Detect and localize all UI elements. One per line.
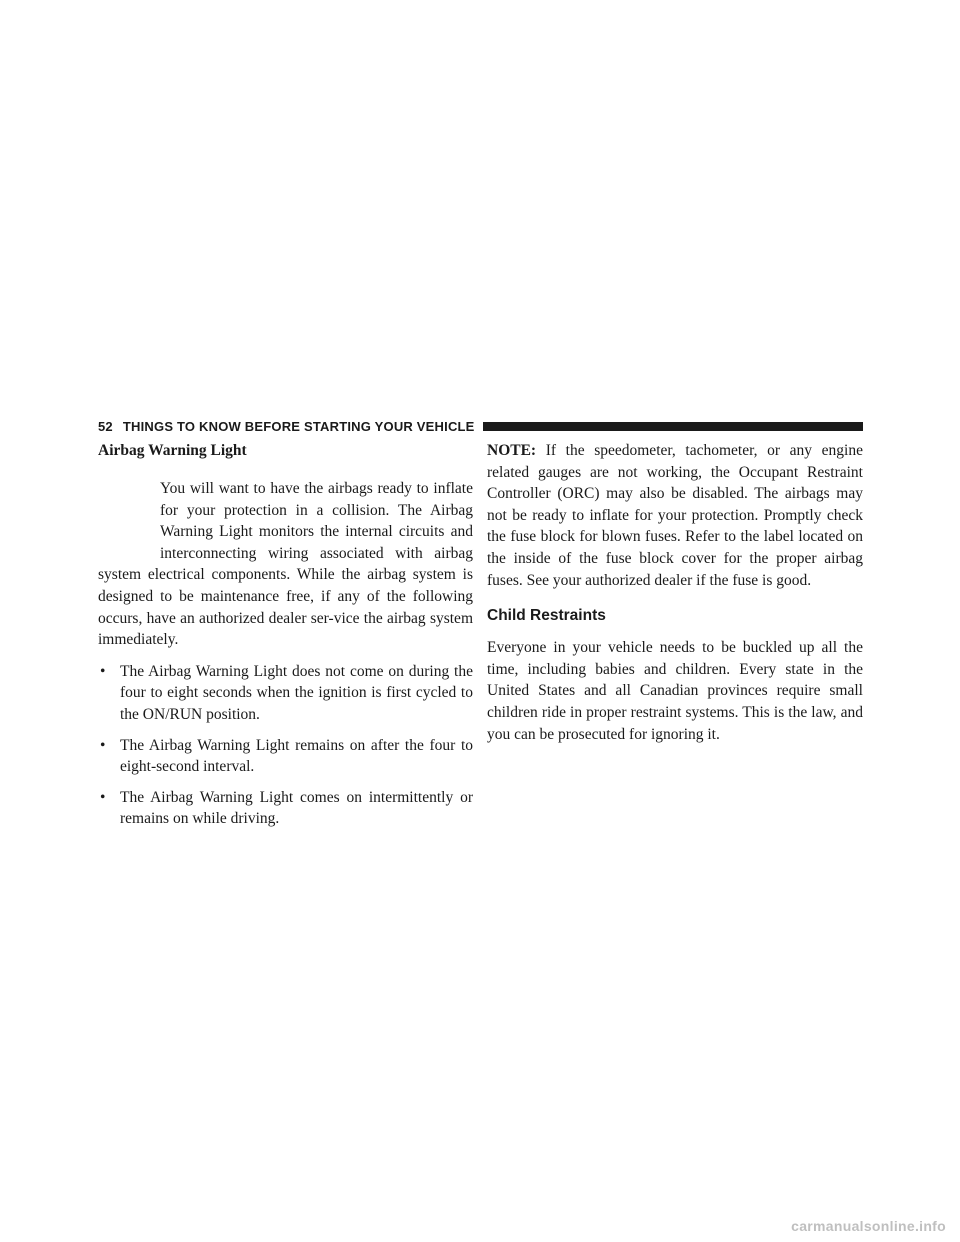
bullet-marker: •	[100, 662, 106, 680]
note-label: NOTE:	[487, 442, 537, 459]
list-item	[98, 661, 473, 726]
list-item	[98, 735, 473, 778]
list-item	[98, 787, 473, 830]
child-restraints-paragraph: Everyone in your vehicle needs to be buckled up all the time, including babies and children. Every state in the United States and all Canadian provinces require small children ride in proper restraint systems. This is the law, and you can be prosecuted for ignoring it.	[487, 639, 863, 743]
section-title: THINGS TO KNOW BEFORE STARTING YOUR VEHICLE	[122, 418, 475, 434]
airbag-warning-heading: Airbag Warning Light	[98, 442, 247, 459]
watermark: carmanualsonline.info	[791, 1218, 946, 1234]
airbag-warning-icon-area	[98, 478, 160, 562]
list-item-text: The Airbag Warning Light does not come on during the four to eight seconds when the ignition is first cycled to the ON/RUN position.	[120, 662, 473, 723]
airbag-conditions-list	[98, 661, 473, 830]
page-number: 52	[98, 418, 113, 434]
note-text: If the speedometer, tachometer, or any engine related gauges are not working, the Occupant Restraint Controller (ORC) may also be disabled. The airbags may not be ready to inflate for your protection. Promptly check the fuse block for blown fuses. Refer to the label located on the inside of the fuse block cover for the proper airbag fuses. See your authorized dealer if the fuse is good.	[487, 442, 863, 589]
child-restraints-heading: Child Restraints	[487, 607, 606, 625]
list-item-text: The Airbag Warning Light comes on intermittently or remains on while driving.	[120, 788, 473, 828]
airbag-intro-paragraph: You will want to have the airbags ready to inflate for your protection in a collision. The Airbag Warning Light monitors the internal circuits and interconnecting wiring associated with airbag system electrical components. While the airbag system is designed to be maintenance free, if any of the following occurs, have an authorized dealer ser-vice the airbag system immediately.	[98, 480, 473, 649]
list-item-text: The Airbag Warning Light remains on after the four to eight-second interval.	[120, 736, 473, 776]
header-rule	[483, 422, 863, 431]
left-column	[98, 440, 473, 839]
note-paragraph	[487, 440, 863, 591]
bullet-marker: •	[100, 736, 106, 754]
bullet-marker: •	[100, 788, 106, 806]
right-column	[487, 440, 863, 745]
page-header	[98, 416, 863, 436]
